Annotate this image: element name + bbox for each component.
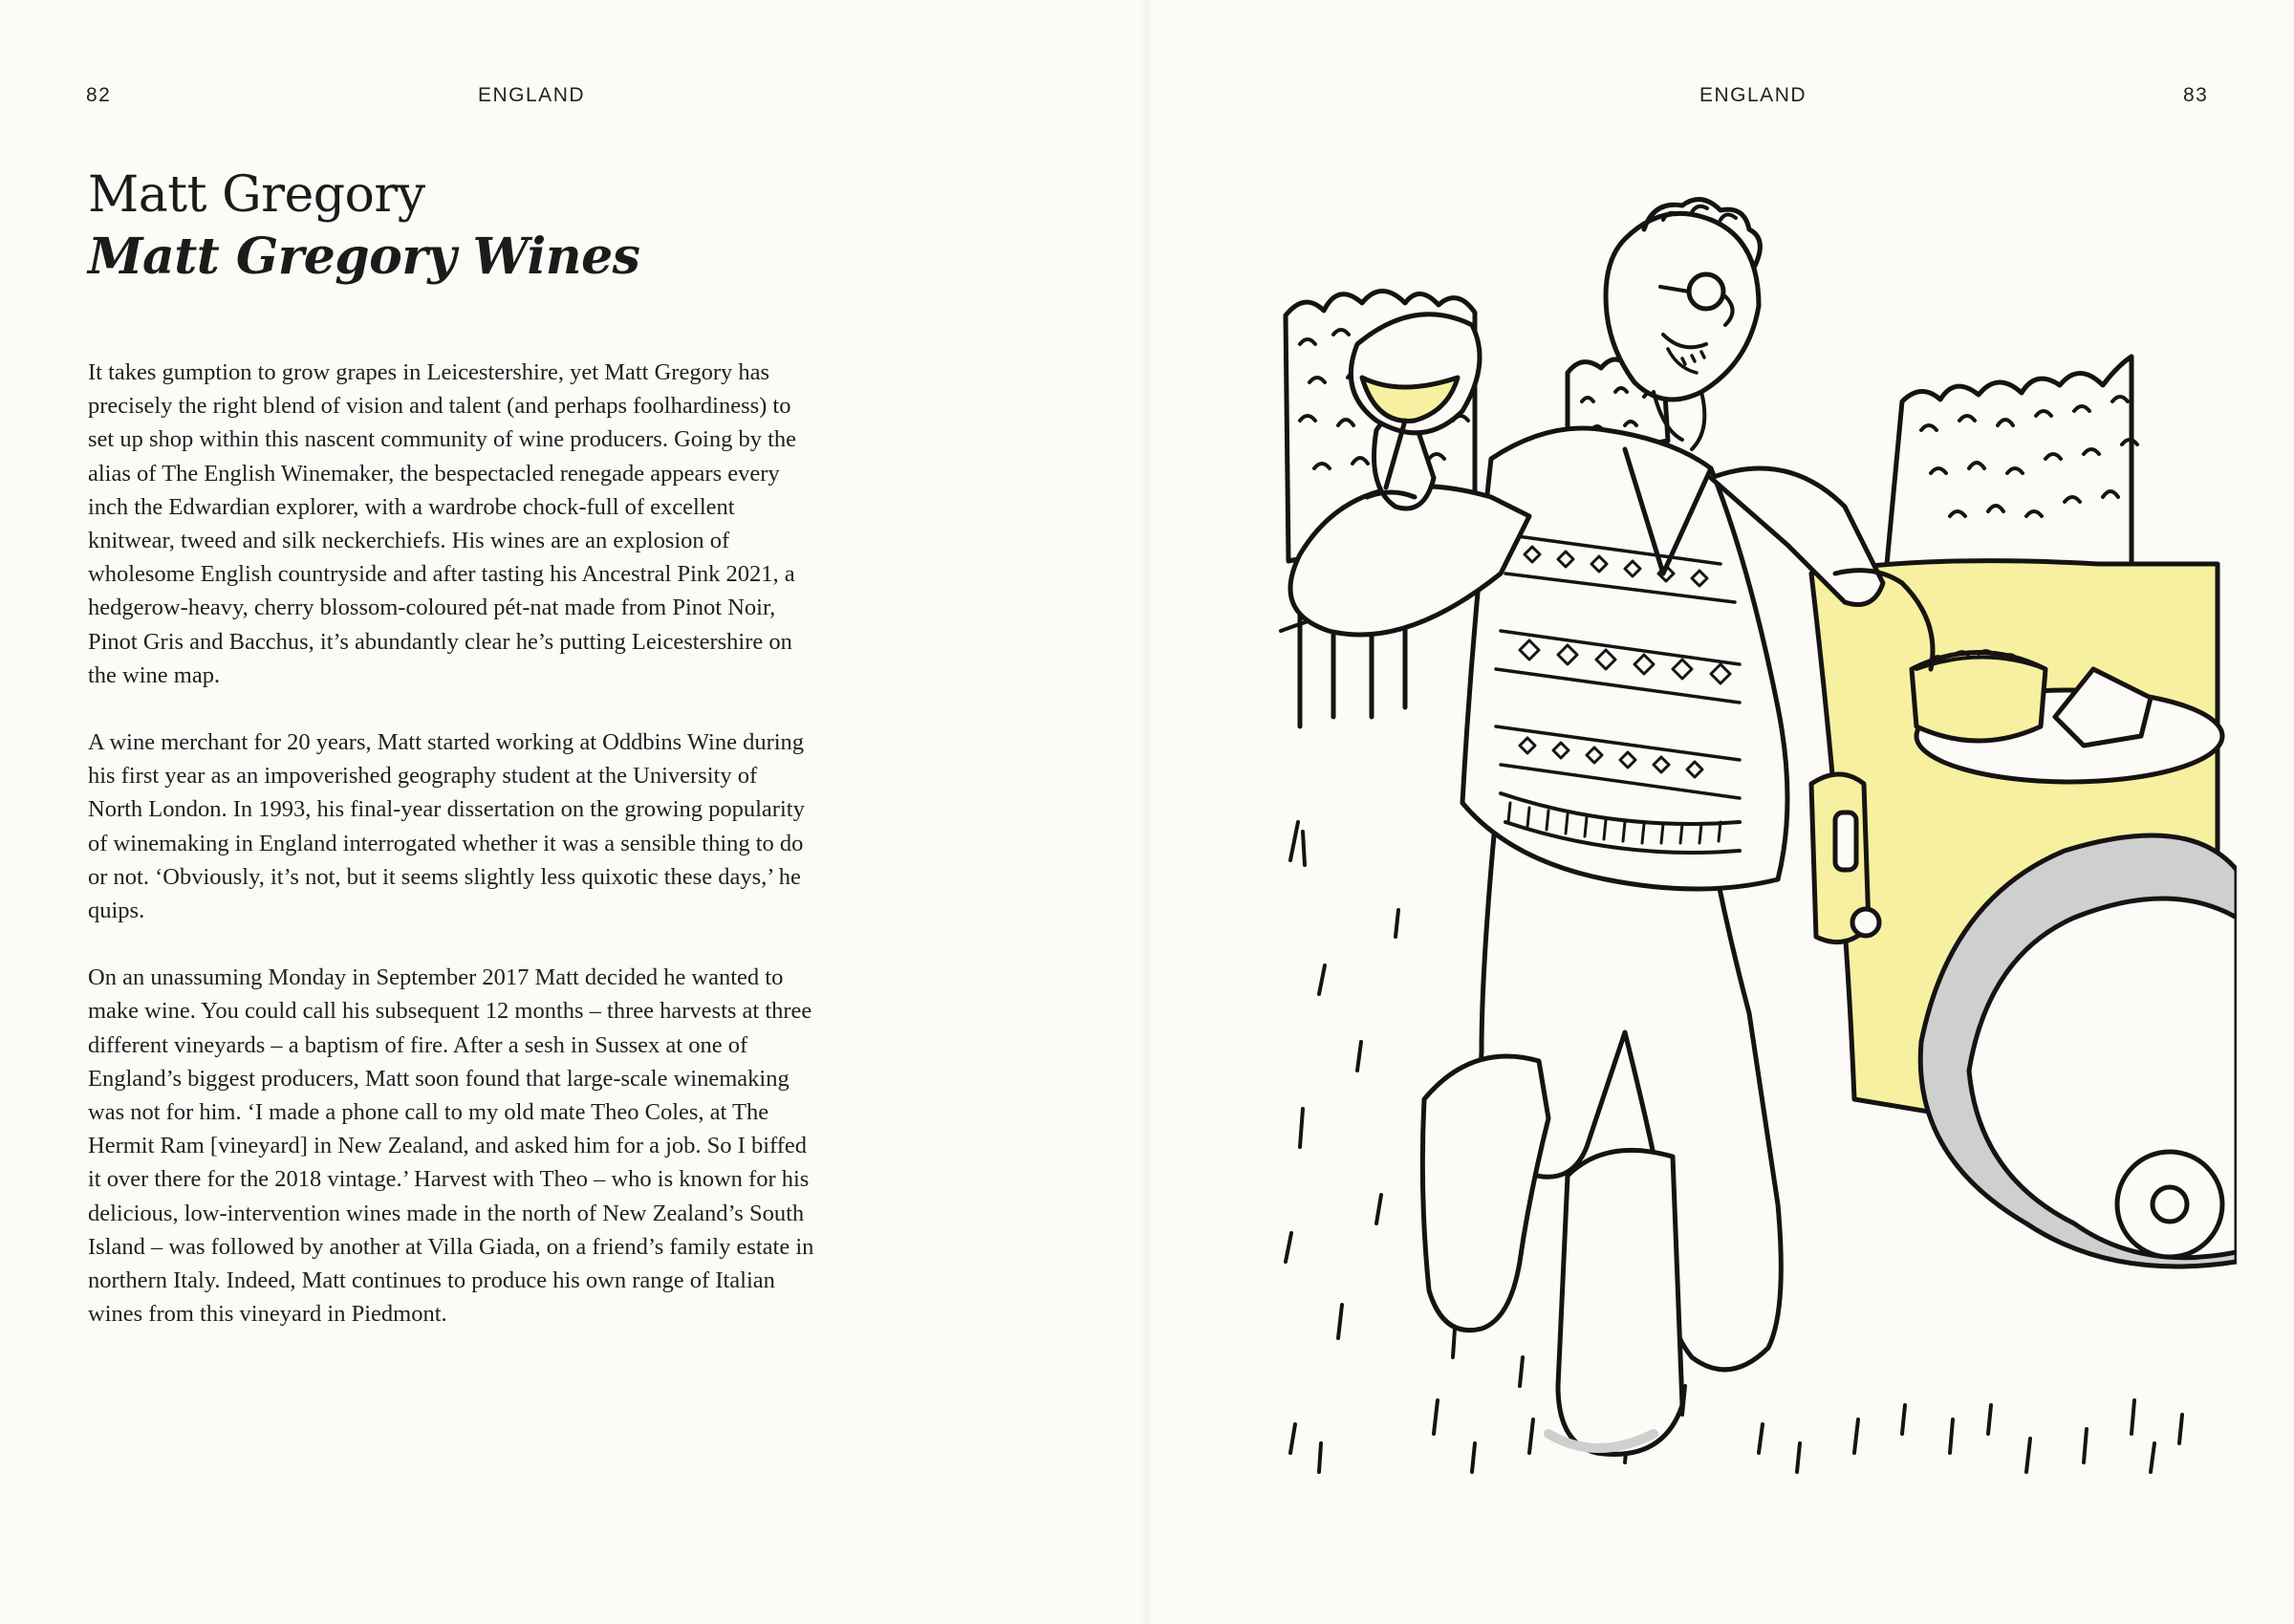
producer-name: Matt Gregory (88, 166, 425, 224)
man-head (1606, 213, 1759, 400)
paragraph-2: A wine merchant for 20 years, Matt started working at Oddbins Wine during his first year as an impoverished geography student at the University of North London. In 1993, his final-year dissertation on the growing popularity of winemaking in England interrogated whether it was a sensible thing to do or not. ‘Obviously, it’s not, but it seems slightly less quixotic these days,’ he quips. (88, 729, 805, 924)
article-body (88, 356, 814, 1364)
winery-name: Matt Gregory Wines (88, 227, 640, 286)
page-number: 82 (86, 84, 112, 106)
page-number: 83 (2183, 84, 2209, 106)
paragraph-3: On an unassuming Monday in September 2017 Matt decided he wanted to make wine. You could call his subsequent 12 months – three harvests at three different vineyards – a baptism of fire. After a sesh in Sussex at one of England’s biggest producers, Matt soon found that large-scale winemaking was not for him. ‘I made a phone call to my old mate Theo Coles, at The Hermit Ram [vineyard] in New Zealand, and asked him for a job. So I biffed it over there for the 2018 vintage.’ Harvest with Theo – who is known for his delicious, low-intervention wines made in the north of New Zealand’s South Island – was followed by another at Villa Giada, on a friend’s family estate in northern Italy. Indeed, Matt continues to produce his own range of Italian wines from this vineyard in Piedmont. (88, 964, 814, 1328)
running-head: ENGLAND (478, 84, 586, 106)
winemaker-illustration (1262, 191, 2237, 1529)
boot-right (1558, 1150, 1682, 1454)
running-head: ENGLAND (1699, 84, 1807, 106)
profile-title (88, 164, 639, 289)
paragraph-1: It takes gumption to grow grapes in Leicestershire, yet Matt Gregory has precisely the right blend of vision and talent (and perhaps foolhardiness) to set up shop within this nascent community of wine producers. Going by the alias of The English Winemaker, the bespectacled renegade appears every inch the Edwardian explorer, with a wardrobe chock-full of excellent knitwear, tweed and silk neckerchiefs. His wines are an explosion of wholesome English countryside and after tasting his Ancestral Pink 2021, a hedgerow-heavy, cherry blossom-coloured pét-nat made from Pinot Noir, Pinot Gris and Bacchus, it’s abundantly clear he’s putting Leicestershire on the wine map. (88, 359, 797, 688)
boot-left (1422, 1056, 1548, 1331)
